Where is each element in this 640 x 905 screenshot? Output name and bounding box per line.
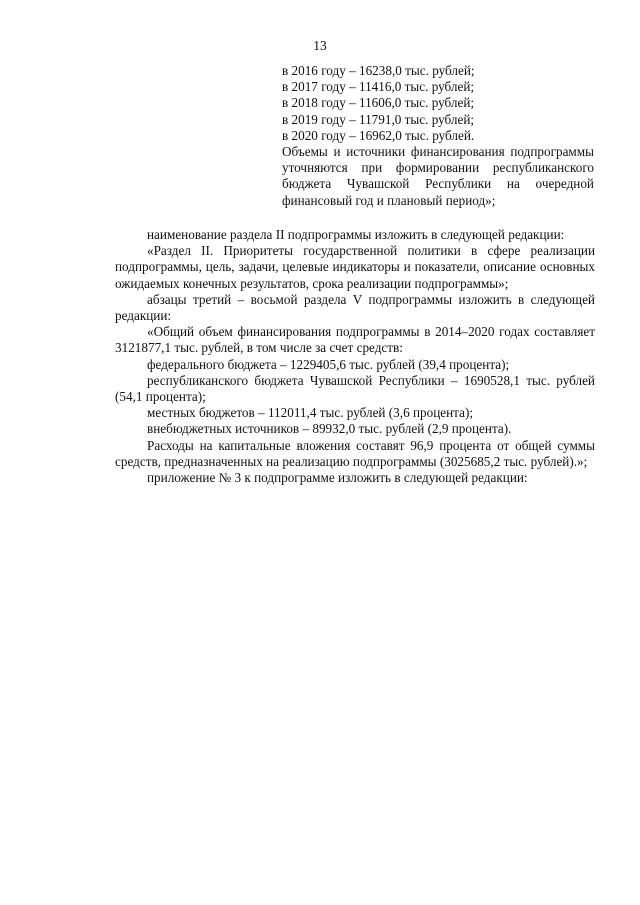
- paragraph-total-funding: «Общий объем финансирования подпрограммы в 2014–2020 годах составляет 3121877,1 тыс. рублей, в том числе за счет средств:: [115, 324, 595, 356]
- paragraph-section-v-intro: абзацы третий – восьмой раздела V подпрограммы изложить в следующей редакции:: [115, 291, 595, 324]
- funding-year-2016: в 2016 году – 16238,0 тыс. рублей;: [282, 63, 475, 78]
- paragraph-appendix-3: приложение № 3 к подпрограмме изложить в следующей редакции:: [147, 470, 528, 486]
- paragraph-federal-budget: федерального бюджета – 1229405,6 тыс. рублей (39,4 процента);: [147, 356, 510, 372]
- paragraph-extrabudgetary: внебюджетных источников – 89932,0 тыс. рублей (2,9 процента).: [147, 421, 512, 437]
- funding-year-2020: в 2020 году – 16962,0 тыс. рублей.: [282, 127, 475, 143]
- funding-year-2018: в 2018 году – 11606,0 тыс. рублей;: [282, 95, 475, 111]
- funding-year-2019: в 2019 году – 11791,0 тыс. рублей;: [282, 111, 475, 127]
- funding-note: Объемы и источники финансирования подпрограммы уточняются при формировании республиканского бюджета Чувашской Республики на очередной финансовый год и плановый период»;: [282, 144, 594, 208]
- paragraph-republic-budget: республиканского бюджета Чувашской Республики – 1690528,1 тыс. рублей (54,1 процента);: [115, 372, 595, 405]
- page-number: 13: [313, 38, 327, 53]
- paragraph-section-ii-text: «Раздел II. Приоритеты государственной политики в сфере реализации подпрограммы, цель, задачи, целевые индикаторы и показатели, описание основных ожидаемых конечных результатов, срока реализации подпрограммы»;: [115, 243, 595, 291]
- paragraph-section-ii-title: наименование раздела II подпрограммы изложить в следующей редакции:: [147, 227, 565, 242]
- paragraph-capital-expenses: Расходы на капитальные вложения составят 96,9 процента от общей суммы средств, предназначенных на реализацию подпрограммы (3025685,2 тыс. рублей).»;: [115, 437, 595, 469]
- funding-year-2017: в 2017 году – 11416,0 тыс. рублей;: [282, 79, 475, 95]
- main-text: [115, 227, 595, 486]
- paragraph-local-budgets: местных бюджетов – 112011,4 тыс. рублей (3,6 процента);: [147, 405, 474, 421]
- funding-block: [282, 63, 594, 209]
